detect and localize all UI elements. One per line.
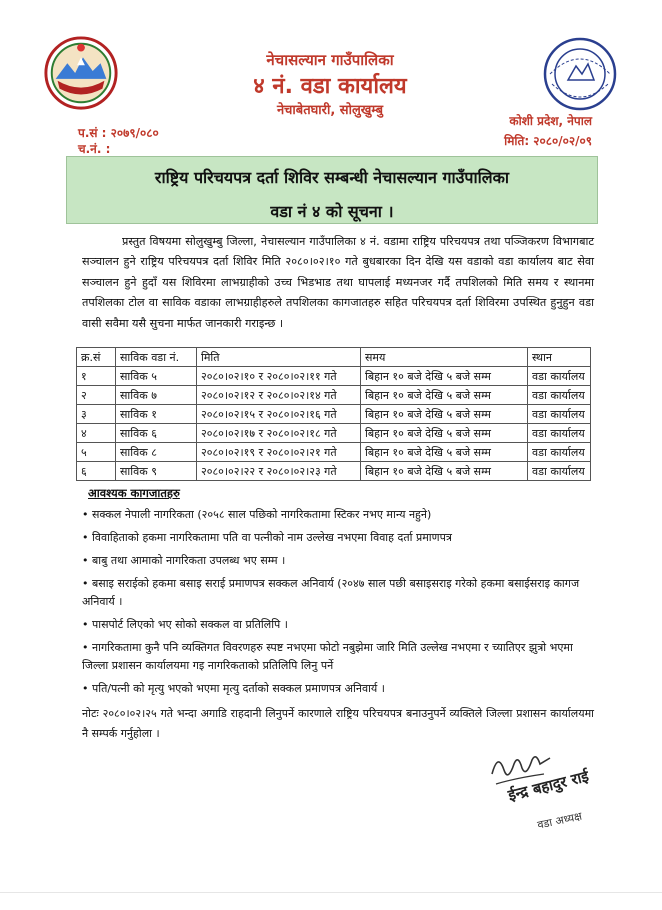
list-item: • पति/पत्नी को मृत्यु भएको भएमा मृत्यु दर्ताको सक्कल प्रमाणपत्र अनिवार्य । [82, 682, 385, 695]
cell-date: २०८०।०२।१० र २०८०।०२।११ गते [197, 367, 361, 386]
cell-serial: १ [77, 367, 116, 386]
page-bottom-edge [0, 892, 662, 893]
list-item: • बाबु तथा आमाको नागरिकता उपलब्ध भए सम्म । [82, 554, 286, 567]
cell-date: २०८०।०२।१७ र २०८०।०२।१८ गते [197, 424, 361, 443]
col-serial: क्र.सं [77, 348, 116, 367]
cell-serial: ३ [77, 405, 116, 424]
dispatch-number: च.नं. : [78, 142, 111, 156]
table-row [77, 443, 591, 462]
table-row [77, 386, 591, 405]
table-row [77, 462, 591, 481]
office-seal-icon [540, 34, 620, 114]
cell-date: २०८०।०२।२२ र २०८०।०२।२३ गते [197, 462, 361, 481]
cell-place: वडा कार्यालय [528, 386, 591, 405]
cell-serial: ५ [77, 443, 116, 462]
cell-time: बिहान १० बजे देखि ५ बजे सम्म [361, 443, 528, 462]
nepal-emblem-icon [42, 34, 120, 112]
subject-line-1: राष्ट्रिय परिचयपत्र दर्ता शिविर सम्बन्धी नेचासल्यान गाउँपालिका [154, 168, 510, 187]
cell-place: वडा कार्यालय [528, 405, 591, 424]
subject-banner [66, 156, 598, 224]
cell-time: बिहान १० बजे देखि ५ बजे सम्म [361, 386, 528, 405]
cell-serial: २ [77, 386, 116, 405]
cell-place: वडा कार्यालय [528, 462, 591, 481]
cell-place: वडा कार्यालय [528, 424, 591, 443]
cell-ward: साविक १ [116, 405, 197, 424]
cell-time: बिहान १० बजे देखि ५ बजे सम्म [361, 424, 528, 443]
notice-body: प्रस्तुत विषयमा सोलुखुम्बु जिल्ला, नेचासल्यान गाउँपालिका ४ नं. वडामा राष्ट्रिय परिचयपत्र तथा पञ्जिकरण विभागबाट सञ्चालन हुने राष्ट्रिय परिचयपत्र दर्ता शिविर मिति २०८०।०२।१० गते बुधबारका दिन देखि यस वडाको वडा कार्यालय बाट सेवा सञ्चालन हुने हुदाँ यस शिविरमा लाभग्राहीको उच्च भिडभाड तथा घापलाई मध्यनजर गर्दै तपशिलको मिति समय र स्थानमा तपशिलका टोल वा साविक वडाका लाभग्राहीहरुले तपशिलका कागजातहरु सहित परिचयपत्र दर्ता शिविरमा उपस्थित हुनुहुन वडा वासी सवैमा यसै सुचना मार्फत जानकारी गराइन्छ । [82, 235, 594, 330]
reference-number: प.सं : २०७९/०८० [78, 126, 159, 140]
cell-place: वडा कार्यालय [528, 443, 591, 462]
documents-title: आवश्यक कागजातहरु [88, 486, 180, 500]
cell-serial: ४ [77, 424, 116, 443]
list-item: • सक्कल नेपाली नागरिकता (२०५८ साल पछिको नागरिकतामा स्टिकर नभए मान्य नहुने) [82, 508, 432, 521]
province-name: कोशी प्रदेश, नेपाल [509, 114, 592, 128]
col-place: स्थान [528, 348, 591, 367]
cell-ward: साविक ८ [116, 443, 197, 462]
signatory-post: वडा अध्यक्ष [536, 809, 584, 832]
issue-date: मिति: २०८०/०२/०९ [504, 134, 592, 148]
cell-date: २०८०।०२।१५ र २०८०।०२।१६ गते [197, 405, 361, 424]
cell-date: २०८०।०२।१२ र २०८०।०२।१४ गते [197, 386, 361, 405]
list-item: • नागरिकतामा कुनै पनि व्यक्तिगत विवरणहरु स्पष्ट नभएमा फोटो नबुझेमा जारि मिति उल्लेख नभएमा र च्यातिएर झुत्रो भएमा जिल्ला प्रशासन कार्यालयमा गइ नागरिकताको प्रतिलिपि लिनु पर्ने [82, 641, 573, 672]
list-item: • पासपोर्ट लिएको भए सोको सक्कल वा प्रतिलिपि । [82, 618, 288, 631]
cell-ward: साविक ९ [116, 462, 197, 481]
municipality-name: नेचासल्यान गाउँपालिका [266, 51, 394, 69]
list-item: • बसाइ सराईको हकमा बसाइ सराई प्रमाणपत्र सक्कल अनिवार्य (२०४७ साल पछी बसाइसराइ गरेको हकमा बसाईसराइ कागज अनिवार्य । [82, 577, 580, 608]
cell-time: बिहान १० बजे देखि ५ बजे सम्म [361, 367, 528, 386]
cell-ward: साविक ५ [116, 367, 197, 386]
cell-ward: साविक ६ [116, 424, 197, 443]
table-row [77, 424, 591, 443]
col-date: मिति [197, 348, 361, 367]
cell-ward: साविक ७ [116, 386, 197, 405]
subject-line-2: वडा नं ४ को सूचना । [270, 202, 394, 221]
footer-note: नोटः २०८०।०२।२५ गते भन्दा अगाडि राहदानी लिनुपर्ने कारणाले राष्ट्रिय परिचयपत्र बनाउनुपर्ने व्यक्तिले जिल्ला प्रशासन कार्यालयमा नै सम्पर्क गर्नुहोला । [82, 707, 594, 740]
table-row [77, 367, 591, 386]
col-time: समय [361, 348, 528, 367]
list-item: • विवाहिताको हकमा नागरिकतामा पति वा पत्नीको नाम उल्लेख नभएमा विवाह दर्ता प्रमाणपत्र [82, 531, 452, 544]
table-header-row [77, 348, 591, 367]
cell-date: २०८०।०२।१९ र २०८०।०२।२१ गते [197, 443, 361, 462]
col-ward: साविक वडा नं. [116, 348, 197, 367]
cell-place: वडा कार्यालय [528, 367, 591, 386]
cell-time: बिहान १० बजे देखि ५ बजे सम्म [361, 405, 528, 424]
documents-list [82, 506, 597, 703]
signatory-name: ईन्द्र बहादुर राई [506, 767, 591, 805]
office-name: ४ नं. वडा कार्यालय [253, 74, 407, 99]
cell-time: बिहान १० बजे देखि ५ बजे सम्म [361, 462, 528, 481]
schedule-table [76, 347, 591, 481]
office-address: नेचाबेतघारी, सोलुखुम्बु [276, 103, 384, 118]
cell-serial: ६ [77, 462, 116, 481]
table-row [77, 405, 591, 424]
